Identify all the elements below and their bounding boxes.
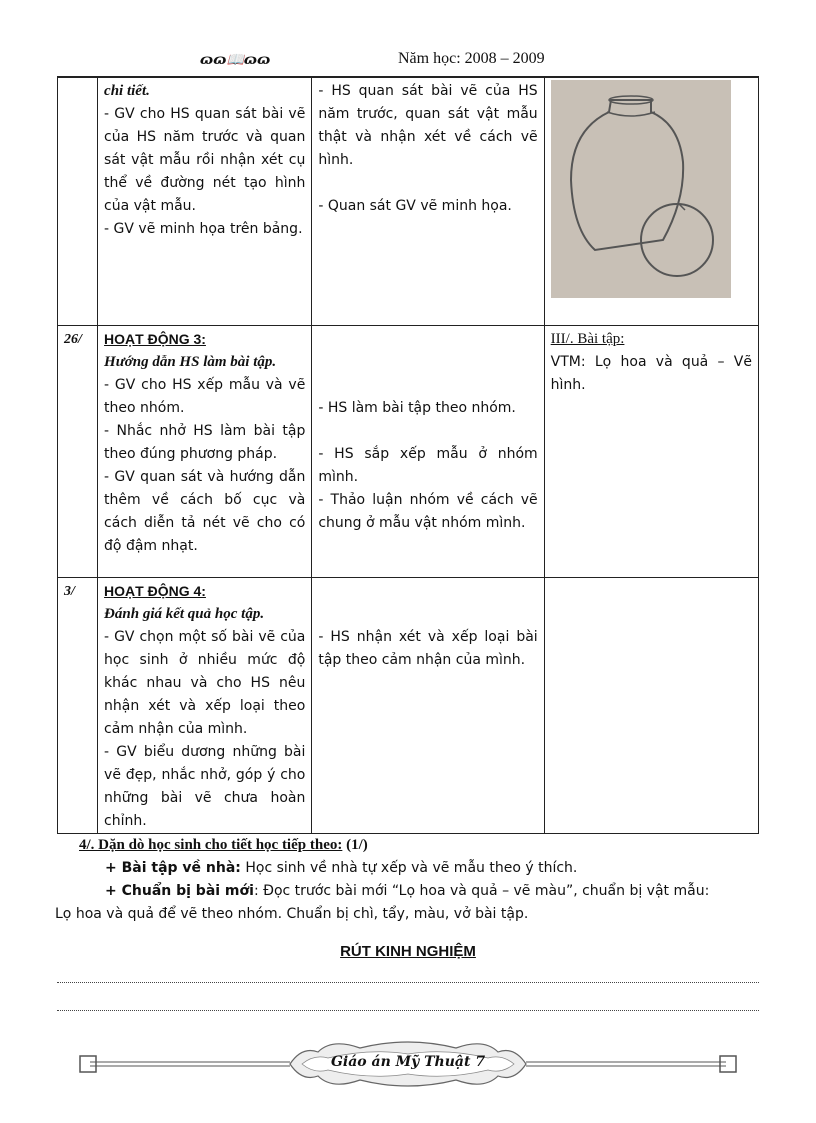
teacher-cell [98,326,312,578]
student-cell [312,578,544,834]
note-line [57,982,759,983]
table-row [58,578,759,834]
header-decoration: ɷɷ📖ɷɷ [200,52,271,68]
teacher-cell [98,78,312,326]
exercise-heading: III/. Bài tập: [550,331,625,347]
teacher-cell [98,578,312,834]
homework-heading: 4/. Dặn dò học sinh cho tiết học tiếp theo: [79,837,343,853]
spacer [318,603,537,626]
student-cell [312,326,544,578]
footer-title: Giáo án Mỹ Thuật 7 [330,1054,486,1070]
paragraph: - Thảo luận nhóm về cách vẽ chung ở mẫu vật nhóm mình. [318,492,538,531]
prepare-text: : Đọc trước bài mới “Lọ hoa và quả – vẽ màu”, chuẩn bị vật mẫu: [253,883,710,899]
prepare-label: + Chuẩn bị bài mới [105,883,254,899]
time-cell [58,78,98,326]
homework-section [57,834,759,926]
activity-subtitle: chi tiết. [104,83,150,99]
homework-text: Học sinh về nhà tự xếp và vẽ mẫu theo ý thích. [240,860,578,876]
homework-time: (1/) [346,837,368,853]
exercise-text: VTM: Lọ hoa và quả – Vẽ hình. [550,354,752,393]
school-year: Năm học: 2008 – 2009 [398,50,545,67]
content-cell [544,326,758,578]
spacer [318,172,537,195]
paragraph: - GV vẽ minh họa trên bảng. [104,221,303,237]
table-row [58,326,759,578]
sketch-drawing [551,80,731,298]
lesson-table [57,77,759,834]
note-line [57,1010,759,1011]
paragraph: - GV biểu dương những bài vẽ đẹp, nhắc nhở, góp ý cho những bài vẽ chưa hoàn chỉnh. [104,744,306,829]
paragraph: - HS nhận xét và xếp loại bài tập theo cảm nhận của mình. [318,629,538,668]
paragraph: - Quan sát GV vẽ minh họa. [318,198,512,214]
vase-and-fruit-sketch [551,80,731,298]
spacer [318,580,537,603]
activity-title: HOẠT ĐỘNG 4: [104,583,206,599]
table-row [58,78,759,326]
spacer [318,328,537,351]
homework-label: + Bài tập về nhà: [105,860,241,876]
content-cell [544,578,758,834]
spacer [318,351,537,374]
spacer [318,374,537,397]
paragraph: - GV cho HS xếp mẫu và vẽ theo nhóm. [104,377,306,416]
activity-title: HOẠT ĐỘNG 3: [104,331,206,347]
time-cell: 26/ [58,326,98,578]
content-cell [544,78,758,326]
paragraph: - GV cho HS quan sát bài vẽ của HS năm trước và quan sát vật mẫu rồi nhận xét cụ thể về đường nét tạo hình của vật mẫu. [104,106,306,214]
page-footer [70,1040,746,1090]
student-cell [312,78,544,326]
paragraph: - GV chọn một số bài vẽ của học sinh ở nhiều mức độ khác nhau và cho HS nêu nhận xét và xếp loại theo cảm nhận của mình. [104,629,306,737]
activity-subtitle: Hướng dẫn HS làm bài tập. [104,354,277,370]
prepare-continuation: Lọ hoa và quả để vẽ theo nhóm. Chuẩn bị chì, tẩy, màu, vở bài tập. [55,906,529,922]
page-header [0,48,816,76]
paragraph: - GV quan sát và hướng dẫn thêm về cách bố cục và cách diễn tả nét vẽ cho có độ đậm nhạt. [104,469,306,554]
paragraph: - Nhắc nhở HS làm bài tập theo đúng phương pháp. [104,423,306,462]
activity-subtitle: Đánh giá kết quả học tập. [104,606,265,622]
paragraph: - HS làm bài tập theo nhóm. [318,400,516,416]
spacer [318,420,537,443]
paragraph: - HS sắp xếp mẫu ở nhóm mình. [318,446,538,485]
rut-kinh-nghiem-heading: RÚT KINH NGHIỆM [340,943,476,960]
paragraph: - HS quan sát bài vẽ của HS năm trước, quan sát vật mẫu thật và nhận xét về cách vẽ hình. [318,83,538,168]
time-cell: 3/ [58,578,98,834]
